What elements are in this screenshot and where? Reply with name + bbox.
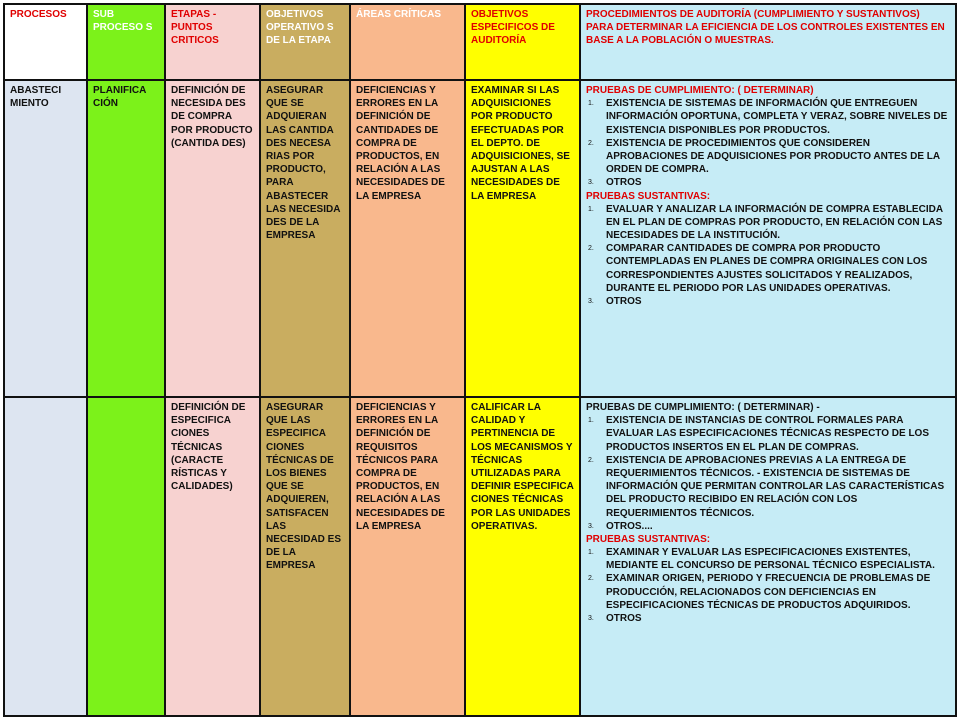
cell-objetivo-especifico: EXAMINAR SI LAS ADQUISICIONES POR PRODUCTO EFECTUADAS POR EL DEPTO. DE ADQUISICIONES, SE AJUSTAN A LAS NECESIDADES DE LA EMPRESA	[466, 81, 581, 398]
list-item: 2. COMPARAR CANTIDADES DE COMPRA POR PRODUCTO CONTEMPLADAS EN PLANES DE COMPRA ORIGINALES CON LOS CORRESPONDIENTES AJUSTES SOLICITADOS Y REALIZADOS, DURANTE EL PERIODO POR LAS UNIDADES OPERATIVAS.	[588, 243, 928, 294]
cumplimiento-list	[586, 414, 950, 533]
list-item: 3. OTROS	[588, 177, 642, 189]
cell-proceso	[5, 398, 88, 715]
sustantivas-title: PRUEBAS SUSTANTIVAS:	[586, 533, 711, 545]
cell-proceso: ABASTECI MIENTO	[5, 81, 88, 398]
header-procedimientos: PROCEDIMIENTOS DE AUDITORÍA (CUMPLIMIENTO Y SUSTANTIVOS) PARA DETERMINAR LA EFICIENCIA DE LOS CONTROLES EXISTENTES EN BASE A LA POBLACIÓN O MUESTRAS.	[581, 5, 955, 81]
cumplimiento-title: PRUEBAS DE CUMPLIMIENTO: ( DETERMINAR)	[586, 85, 814, 96]
cumplimiento-list	[586, 97, 950, 189]
sustantivas-title: PRUEBAS SUSTANTIVAS:	[586, 190, 711, 202]
sustantivas-list	[586, 203, 950, 309]
list-item: 1. EXISTENCIA DE INSTANCIAS DE CONTROL FORMALES PARA EVALUAR LAS ESPECIFICACIONES TÉCNICAS RESPECTO DE LOS PRODUCTOS INSERTOS EN EL PLAN DE COMPRAS.	[588, 415, 930, 453]
audit-table	[3, 3, 957, 717]
list-item: 1. EXISTENCIA DE SISTEMAS DE INFORMACIÓN QUE ENTREGUEN INFORMACIÓN OPORTUNA, COMPLETA Y VERAZ, SOBRE NIVELES DE EXISTENCIA DISPONIBLES POR PRODUCTOS.	[588, 98, 948, 136]
cell-subproceso	[88, 398, 166, 715]
cell-etapa: DEFINICIÓN DE NECESIDA DES DE COMPRA POR PRODUCTO (CANTIDA DES)	[166, 81, 261, 398]
cell-procedimientos	[581, 398, 955, 715]
sustantivas-list	[586, 546, 950, 625]
cell-area-critica: DEFICIENCIAS Y ERRORES EN LA DEFINICIÓN DE CANTIDADES DE COMPRA DE PRODUCTOS, EN RELACIÓN A LAS NECESIDADES DE LA EMPRESA	[351, 81, 466, 398]
list-item: 2. EXISTENCIA DE APROBACIONES PREVIAS A LA ENTREGA DE REQUERIMIENTOS TÉCNICOS. - EXISTENCIA DE SISTEMAS DE INFORMACIÓN QUE PERMITAN CONTROLAR LAS CARACTERÍSTICAS DEL PRODUCTO RECIBIDO EN RELACIÓN CON LOS REQUERIMIENTOS TÉCNICOS.	[588, 454, 945, 519]
list-item: 1. EVALUAR Y ANALIZAR LA INFORMACIÓN DE COMPRA ESTABLECIDA EN EL PLAN DE COMPRAS POR PRODUCTO, EN RELACIÓN CON LAS NECESIDADES DE LA INSTITUCIÓN.	[588, 203, 943, 242]
cell-procedimientos	[581, 81, 955, 398]
cell-subproceso: PLANIFICA CIÓN	[88, 81, 166, 398]
list-item: 2. EXAMINAR ORIGEN, PERIODO Y FRECUENCIA DE PROBLEMAS DE PRODUCCIÓN, RELACIONADOS CON DEFICIENCIAS EN ESPECIFICACIONES TÉCNICAS DE PRODUCTOS ADQUIRIDOS.	[588, 573, 931, 611]
list-item: 2. EXISTENCIA DE PROCEDIMIENTOS QUE CONSIDEREN APROBACIONES DE ADQUISICIONES POR PRODUCTO ANTES DE LA ORDEN DE COMPRA.	[588, 137, 940, 176]
cell-etapa: DEFINICIÓN DE ESPECIFICA CIONES TÉCNICAS (CARACTE RÍSTICAS Y CALIDADES)	[166, 398, 261, 715]
header-etapas: ETAPAS - PUNTOS CRITICOS	[166, 5, 261, 81]
cell-area-critica: DEFICIENCIAS Y ERRORES EN LA DEFINICIÓN DE REQUISITOS TÉCNICOS PARA COMPRA DE PRODUCTOS, EN RELACIÓN A LAS NECESIDADES DE LA EMPRESA	[351, 398, 466, 715]
cell-objetivo-operativo: ASEGURAR QUE LAS ESPECIFICA CIONES TÉCNICAS DE LOS BIENES QUE SE ADQUIEREN, SATISFACEN LAS NECESIDAD ES DE LA EMPRESA	[261, 398, 351, 715]
header-procesos: PROCESOS	[5, 5, 88, 81]
cumplimiento-title: PRUEBAS DE CUMPLIMIENTO: ( DETERMINAR) -	[586, 402, 820, 413]
cell-objetivo-especifico: CALIFICAR LA CALIDAD Y PERTINENCIA DE LOS MECANISMOS Y TÉCNICAS UTILIZADAS PARA DEFINIR ESPECIFICA CIONES TÉCNICAS POR LAS UNIDADES OPERATIVAS.	[466, 398, 581, 715]
list-item: 1. EXAMINAR Y EVALUAR LAS ESPECIFICACIONES EXISTENTES, MEDIANTE EL CONCURSO DE PERSONAL TÉCNICO ESPECIALISTA.	[588, 547, 935, 572]
header-objetivos-operativos: OBJETIVOS OPERATIVO S DE LA ETAPA	[261, 5, 351, 81]
list-item: 3. OTROS....	[588, 520, 653, 532]
cell-objetivo-operativo: ASEGURAR QUE SE ADQUIERAN LAS CANTIDA DES NECESA RIAS POR PRODUCTO, PARA ABASTECER LAS NECESIDA DES DE LA EMPRESA	[261, 81, 351, 398]
list-item: 3. OTROS	[588, 296, 642, 307]
header-subproceso: SUB PROCESO S	[88, 5, 166, 81]
header-areas-criticas: ÁREAS CRÍTICAS	[351, 5, 466, 81]
list-item: 3. OTROS	[588, 613, 642, 624]
header-objetivos-especificos: OBJETIVOS ESPECIFICOS DE AUDITORÍA	[466, 5, 581, 81]
